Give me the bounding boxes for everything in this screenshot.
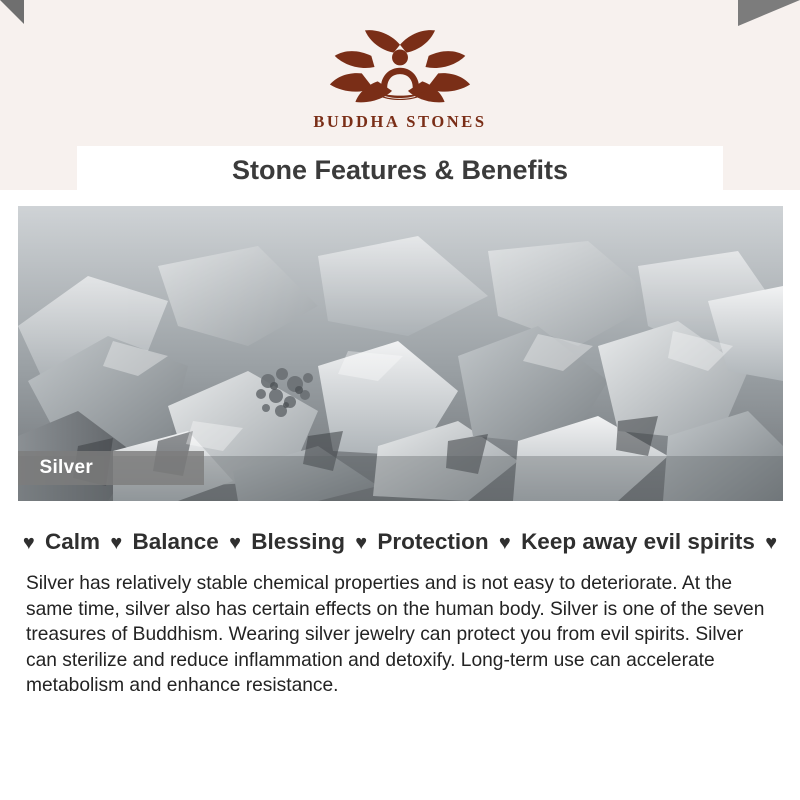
page-title bbox=[77, 146, 723, 194]
heart-icon: ♥ bbox=[355, 532, 368, 554]
benefit-item-blessing: Blessing bbox=[251, 529, 345, 554]
heart-icon: ♥ bbox=[22, 532, 35, 554]
brand-name: BUDDHA STONES bbox=[313, 112, 487, 131]
heart-icon: ♥ bbox=[110, 532, 123, 554]
brand-header bbox=[0, 0, 800, 132]
stone-name-badge bbox=[18, 451, 204, 485]
heart-icon: ♥ bbox=[229, 532, 241, 554]
benefit-item-balance: Balance bbox=[132, 529, 219, 554]
benefits-list bbox=[20, 529, 780, 555]
hero-image bbox=[18, 206, 783, 501]
benefit-item-protection: Protection bbox=[377, 529, 489, 554]
page-title-text: Stone Features & Benefits bbox=[231, 155, 569, 185]
benefit-item-keep-away-evil-spirits: Keep away evil spirits bbox=[521, 529, 755, 554]
stone-name-text: Silver bbox=[39, 457, 94, 478]
heart-icon: ♥ bbox=[765, 532, 778, 554]
heart-icon: ♥ bbox=[498, 532, 511, 554]
benefit-item-calm: Calm bbox=[45, 529, 101, 554]
lotus-meditation-icon bbox=[320, 24, 480, 110]
bottom-strip bbox=[0, 764, 800, 800]
description-text: Silver has relatively stable chemical properties and is not easy to deteriorate. At the same time, silver also has certain effects on the human body. Silver is one of the seven treasures of Buddhism. Wearing silver jewelry can protect you from evil spirits. Silver can sterilize and reduce inflammation and detoxify. Long-term use can accelerate metabolism and enhance resistance. bbox=[26, 573, 765, 697]
